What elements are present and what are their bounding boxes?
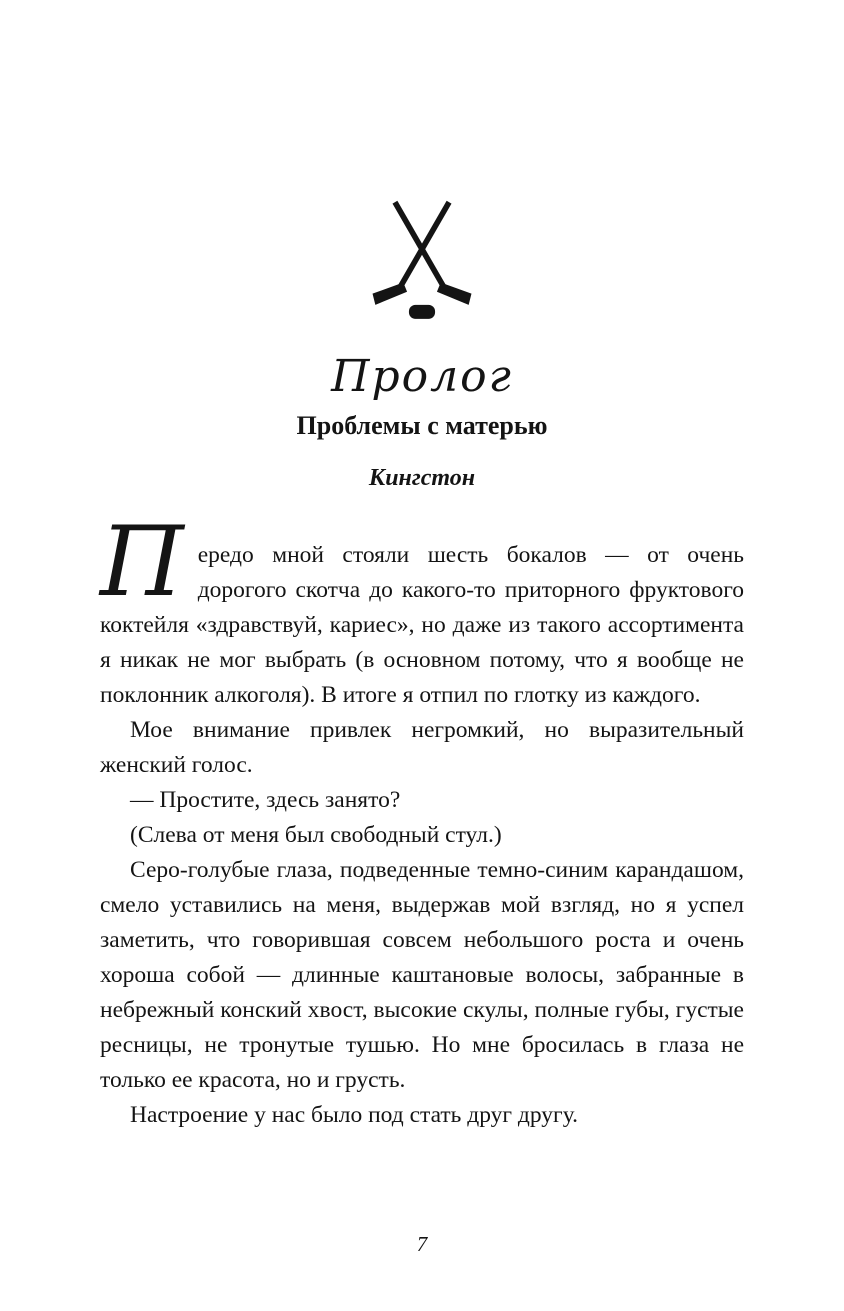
- body-text: [100, 505, 744, 1133]
- hockey-stick-blade-left: [373, 282, 408, 304]
- hockey-puck-icon: [409, 305, 435, 319]
- paragraph-6: Настроение у нас было под стать друг другу.: [130, 1101, 578, 1128]
- hockey-stick-shaft-left: [400, 202, 449, 288]
- paragraph-1: [100, 505, 744, 713]
- paragraph-3-dialogue: — Простите, здесь занято?: [130, 786, 401, 813]
- chapter-location: Кингстон: [368, 465, 476, 492]
- paragraph-5: Серо-голубые глаза, подведенные темно-синим карандашом, смело уставились на меня, выдержав мой взгляд, но я успел заметить, что говорившая совсем небольшого роста и очень хороша собой — длинные каштановые волосы, забранные в небрежный конский хвост, высокие скулы, полные губы, густые ресницы, не тронутые тушью. Но мне бросилась в глаза не только ее красота, но и грусть.: [100, 856, 744, 1093]
- paragraph-2: Мое внимание привлек негромкий, но выразительный женский голос.: [100, 716, 744, 778]
- chapter-ornament: [0, 0, 844, 327]
- paragraph-1-text: ередо мной стояли шесть бокалов — от очень дорогого скотча до какого-то приторного фруктового коктейля «здравствуй, кариес», но даже из такого ассортимента я никак не мог выбрать (в основном потому, что я вообще не поклонник алкоголя). В итоге я отпил по глотку из каждого.: [100, 541, 744, 708]
- hockey-stick-shaft-right: [395, 202, 444, 288]
- drop-cap: П: [100, 505, 184, 618]
- chapter-subtitle: Проблемы с матерью: [296, 411, 548, 441]
- crossed-hockey-sticks-icon: [366, 200, 478, 322]
- hockey-stick-blade-right: [437, 282, 472, 304]
- chapter-title: Пролог: [331, 351, 513, 402]
- page-number: 7: [416, 1232, 428, 1256]
- paragraph-4: (Слева от меня был свободный стул.): [130, 821, 502, 848]
